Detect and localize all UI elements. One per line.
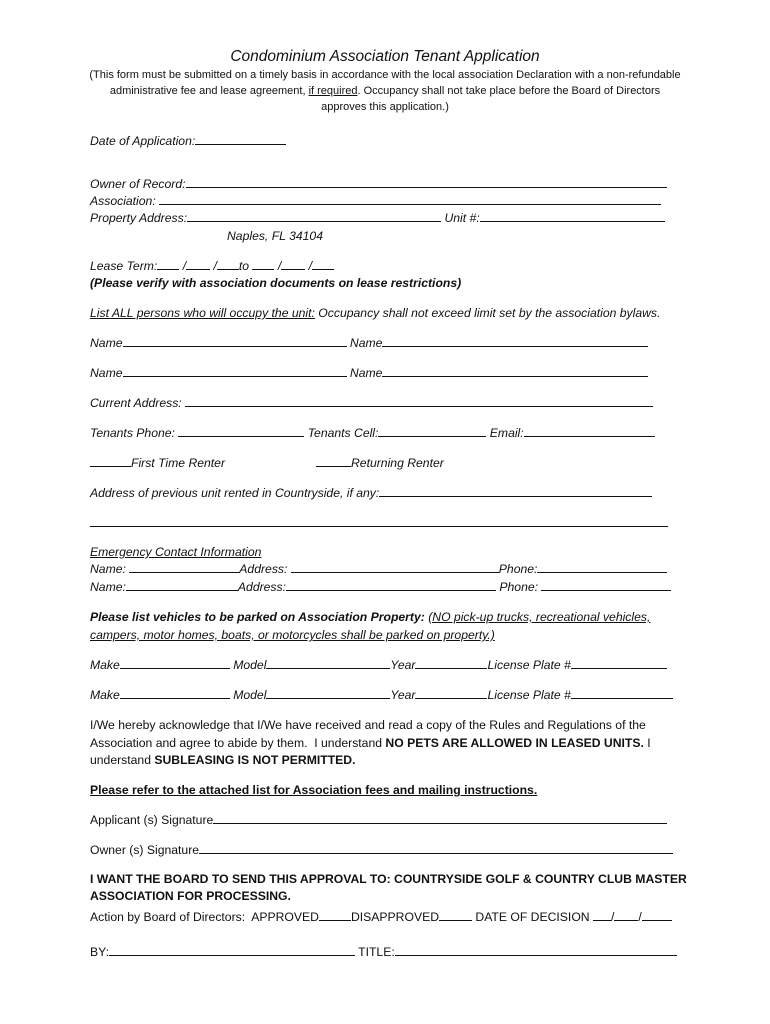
first-time-renter-option: First Time Renter — [90, 455, 225, 471]
board-action-row: Action by Board of Directors: APPROVED DISAPPROVED DATE OF DECISION / / — [90, 909, 672, 925]
page-title: Condominium Association Tenant Application — [230, 48, 540, 65]
lease-term-row: Lease Term: / / to / / — [90, 258, 334, 274]
decision-month-field[interactable] — [593, 909, 611, 921]
vehicle-row-1: Make Model Year License Plate # — [90, 657, 667, 673]
applicant-signature-row: Applicant (s) Signature — [90, 812, 667, 828]
occupant-name-field[interactable] — [382, 335, 648, 347]
occupant-name-field[interactable] — [382, 365, 648, 377]
owner-signature-field[interactable] — [199, 842, 673, 854]
emergency-name-field[interactable] — [126, 579, 238, 591]
board-by-row: BY: TITLE: — [90, 944, 677, 960]
previous-unit-continuation — [90, 515, 668, 531]
approved-field[interactable] — [319, 909, 351, 921]
fees-note: Please refer to the attached list for Association fees and mailing instructions. — [90, 783, 538, 797]
vehicle-model-field[interactable] — [266, 687, 390, 699]
vehicles-instruction: Please list vehicles to be parked on Association Property: (NO pick-up trucks, recreational vehicles, — [90, 610, 651, 624]
email-field[interactable] — [524, 425, 655, 437]
returning-renter-field[interactable] — [316, 455, 351, 467]
vehicle-make-field[interactable] — [120, 657, 230, 669]
occupant-row-2: Name Name — [90, 365, 648, 381]
intro-note: (This form must be submitted on a timely basis in accordance with the local association Declaration with a non-refundable administrative fee and lease agreement, if required. Occupancy shall not take place before the Board of Directors approves this application.) — [89, 69, 681, 113]
lease-end-month-field[interactable] — [252, 258, 274, 270]
emergency-address-field[interactable] — [286, 579, 496, 591]
emergency-phone-field[interactable] — [537, 561, 667, 573]
association-row: Association: — [90, 193, 661, 209]
vehicle-row-2: Make Model Year License Plate # — [90, 687, 673, 703]
vehicle-make-field[interactable] — [120, 687, 230, 699]
lease-start-month-field[interactable] — [157, 258, 179, 270]
vehicle-year-field[interactable] — [415, 687, 487, 699]
property-address-field[interactable] — [187, 210, 441, 222]
owner-of-record-row: Owner of Record: — [90, 176, 667, 192]
owner-of-record-field[interactable] — [186, 176, 667, 188]
acknowledgement-line-3: understand SUBLEASING IS NOT PERMITTED. — [90, 753, 356, 767]
lease-verify-note: (Please verify with association documents on lease restrictions) — [90, 276, 462, 290]
property-address-row: Property Address: Unit #: — [90, 210, 665, 226]
occupant-name-field[interactable] — [123, 335, 347, 347]
vehicle-license-plate-field[interactable] — [571, 657, 667, 669]
emergency-phone-field[interactable] — [541, 579, 671, 591]
emergency-contact-row-2: Name: Address: Phone: — [90, 579, 671, 595]
applicant-signature-field[interactable] — [213, 812, 667, 824]
acknowledgement-line-2: Association and agree to abide by them. I understand NO PETS ARE ALLOWED IN LEASED UNITS. I — [90, 736, 651, 750]
lease-start-day-field[interactable] — [186, 258, 210, 270]
vehicle-model-field[interactable] — [266, 657, 390, 669]
lease-start-year-field[interactable] — [217, 258, 239, 270]
decision-year-field[interactable] — [642, 909, 672, 921]
emergency-contact-heading: Emergency Contact Information — [90, 545, 262, 559]
board-title-field[interactable] — [395, 944, 677, 956]
board-send-to-line-2: ASSOCIATION FOR PROCESSING. — [90, 889, 291, 903]
returning-renter-option: Returning Renter — [316, 455, 444, 471]
city-state-zip: Naples, FL 34104 — [227, 229, 323, 243]
date-of-application-field[interactable] — [195, 133, 286, 145]
occupant-name-field[interactable] — [123, 365, 347, 377]
occupant-row-1: Name Name — [90, 335, 648, 351]
date-of-application-row: Date of Application: — [90, 133, 286, 149]
current-address-field[interactable] — [185, 395, 653, 407]
first-time-renter-field[interactable] — [90, 455, 131, 467]
emergency-contact-row-1: Name: Address: Phone: — [90, 561, 667, 577]
owner-signature-row: Owner (s) Signature — [90, 842, 673, 858]
lease-end-day-field[interactable] — [281, 258, 305, 270]
previous-unit-field-2[interactable] — [90, 515, 668, 527]
occupants-instruction: List ALL persons who will occupy the unit: Occupancy shall not exceed limit set by the association bylaws. — [90, 306, 661, 320]
lease-end-year-field[interactable] — [312, 258, 334, 270]
vehicle-year-field[interactable] — [415, 657, 487, 669]
emergency-name-field[interactable] — [129, 561, 239, 573]
emergency-address-field[interactable] — [291, 561, 499, 573]
contact-row: Tenants Phone: Tenants Cell: Email: — [90, 425, 655, 441]
current-address-row: Current Address: — [90, 395, 653, 411]
tenants-phone-field[interactable] — [178, 425, 304, 437]
disapproved-field[interactable] — [439, 909, 472, 921]
decision-day-field[interactable] — [614, 909, 638, 921]
board-send-to-line-1: I WANT THE BOARD TO SEND THIS APPROVAL TO: COUNTRYSIDE GOLF & COUNTRY CLUB MASTER — [90, 872, 687, 886]
unit-field[interactable] — [480, 210, 665, 222]
tenants-cell-field[interactable] — [378, 425, 486, 437]
board-by-field[interactable] — [109, 944, 355, 956]
association-field[interactable] — [159, 193, 661, 205]
previous-unit-row: Address of previous unit rented in Countryside, if any: — [90, 485, 652, 501]
previous-unit-field[interactable] — [379, 485, 652, 497]
acknowledgement-line-1: I/We hereby acknowledge that I/We have received and read a copy of the Rules and Regulations of the — [90, 718, 646, 732]
vehicles-note-continued: campers, motor homes, boats, or motorcycles shall be parked on property.) — [90, 628, 495, 642]
vehicle-license-plate-field[interactable] — [571, 687, 673, 699]
